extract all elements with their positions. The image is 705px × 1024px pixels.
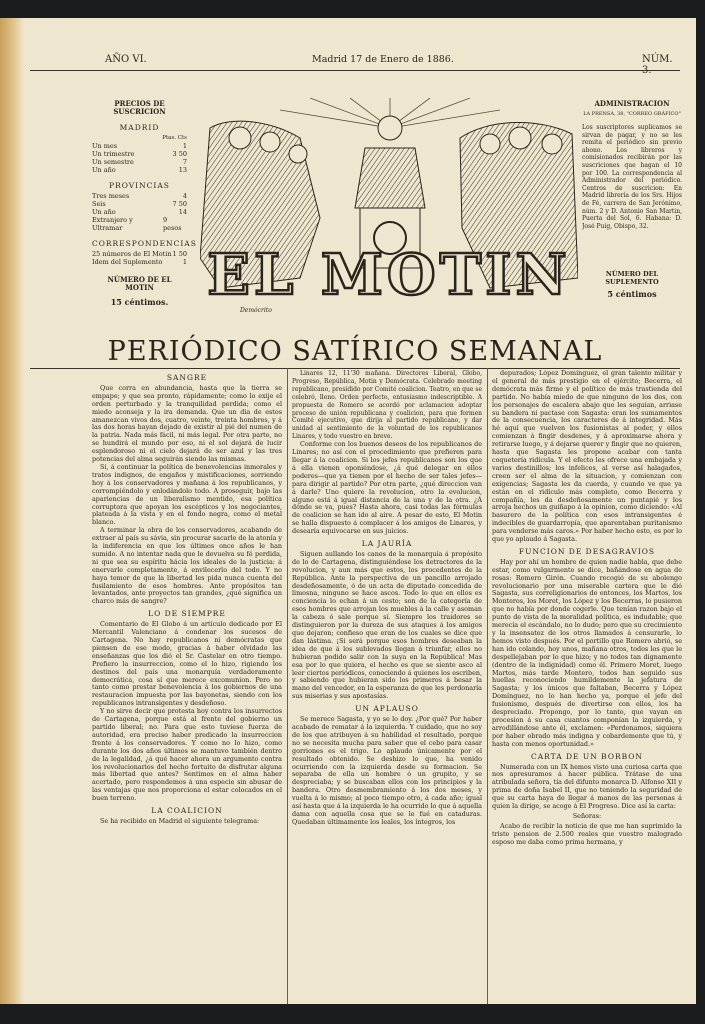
article-text: Acabo de recibir la noticia de que me han suprimido la triste pension de 2.500 reales que vuestro malogrado esposo me daba como prima hermana, y [492, 821, 682, 846]
rate-row [92, 142, 187, 150]
suplemento-price: 5 céntimos [607, 289, 657, 299]
column-3 [492, 370, 682, 1002]
article-text: Siguen aullando los canes de la monarquía á propósito de lo de Cartagena, distinguiéndose los detractores de la revolucion, y aun más que estos, los procedentes de la República. Ante la perspectiva de un pancillo arrojado desdeñosamente, ó de un acta de diputado concedida de limosna, ninguno se hace ascos. Todo lo que en ellos es conciencia lo echan á un cesto; son de la categoría de esos hombres que arrojan los muebles á la calle y asoman la cabeza ó sale porque sí. Siempre los traidores se distinguieron por la dureza de sus ataques á los amigos que dejaron; confieso que eran de los cuales se dice que dan lástima. ¡Si será porque esos hombres deseaban la idea de que á los sublevados llegan á triunfar, ellos no hubieran podido salir con la suya en la República! Mas esa por lo que quiera, el hecho es que se siente asco al leer ciertos periódicos, conociendo á quienes los escriben, y sabiendo que hubieran sido los primeros á besar la mano del vencedor, en la esperanza de que les perdonaría sus miserias y sus apostasías. [292, 549, 482, 701]
article-heading-aplauso: UN APLAUSO [355, 704, 419, 714]
subscription-box [92, 96, 197, 307]
newspaper-page [0, 18, 696, 1004]
article-text: Numerada con un IX hemos visto una curiosa carta que nos apresuramos á hacer pública. Trátase de una atribulada señora, tía del difunto monarca D. Alfonso XII y prima de doña Isabel II, que no teniendo la seguridad de que su carta haya de llegar á manos de las personas á quien la dirige, se acoge á El Progreso. Dice así la carta: [492, 762, 682, 811]
rate-price: 1 [182, 142, 187, 150]
numero-label: NÚMERO DE EL MOTIN [107, 275, 172, 292]
page-subtitle: PERIÓDICO SATÍRICO SEMANAL [107, 336, 603, 367]
column-divider [287, 368, 288, 1004]
page-spine [0, 18, 24, 1004]
article-text: Si, á continuar la política de benevolencias inmorales y tratos indignos, de engaños y mistificaciones, sorriendo hoy á los conservadores y mañana á los republicanos, y corrompiéndolo y enlodándolo todo. A proseguir, bajo las apariencias de un liberalismo mentido, esa política corruptora que apoyan los escépticos y los negociantes, plateada á la vista y en el fondo negra, como el metal blanco. [92, 462, 282, 527]
rate-row [92, 200, 187, 208]
numero-price: 15 céntimos. [110, 297, 169, 307]
article-heading-desagravios: FUNCION DE DESAGRAVIOS [518, 546, 656, 556]
column-1 [92, 370, 282, 1002]
top-rule [30, 70, 680, 71]
article-heading-carta-borbon: CARTA DE UN BORBON [530, 751, 643, 761]
telegram-text: Linares 12, 11'30 mañana. Directores Liberal, Globo, Progreso, República, Motin y Demócrata. Celebrado meeting republicano, presidido por Comité coalicion. Teatro, en que se celebró, lleno. Orden perfecto, entusiasmo indescriptible. A propuesta de Romero se acordó por aclamacion adoptar proceso de unión republicana y coalicion, para que formen Comité ejecutivo, que dirija al partido republicano, y dar unidad al sentimiento de la voluntad de los republicanos Linares, y todo vuestro en breve. [292, 370, 482, 441]
salutation: Señoras: [572, 811, 602, 820]
dateline [30, 54, 680, 76]
provincias-heading: PROVINCIAS [109, 181, 170, 190]
rate-price: 1 50 [172, 250, 187, 258]
rate-label: Un trimestre [92, 150, 135, 158]
administration-text: Los suscriptores suplicamos se sirvan de pagar, y no se les remita el periódico sin previo abono. Los libreros y comisionados recibirán por las suscriciones que hagan el 10 por 100. La correspondencia al Administrador del periódico. Centros de suscricion: En Madrid librería de los Srs. Hijos de Fé, carrera de San Jerónimo, núm. 2 y D. Antonio San Martin, Puerta del Sol, 6. Habana: D. José Puig, Obispo, 32. [582, 124, 682, 230]
article-text: Se ha recibido en Madrid el siguiente telegrama: [100, 816, 260, 825]
article-text: Y no sirve decir que protesta hoy contra los insurrectos de Cartagena, porque está al frente del gobierno un partido liberal; no. Para que esto tuviese fuerza de autoridad, era preciso haber predicado la insurreccion frente á los conservadores. Y como no lo hizo, como durante los dos años últimos se mantuvo también dentro de la legalidad, ¿á qué hacer ahora un argumento contra los revolucionarios del hecho fortuito de disfrutar alguna más libertad que antes? Sentimos en el alma haber acertado, pero respondemos á una especie sin abusar de las ventajas que nos proporciona el estar colocados en el buen terreno. [92, 707, 282, 803]
suplemento-label: NÚMERO DEL SUPLEMENTO [605, 270, 659, 286]
rate-row [92, 250, 187, 258]
rate-row [92, 258, 187, 266]
article-text: Hay por ahí un hombre de quien nadie habla, que debe estar, como vulgarmente se dice, bañándose en agua de rosas: Romero Girón. Cuando recogió de su abolengo revolucionario por una miserable cartera que le dió Sagasta, sus correligionarios de entonces, los Martos, los Monteros, los Moret, los López y los Becerras, lo pusieron que no había por donde cogerle. Que tenían razon bajo el punto de vista de la moralidad política, es indudable; que merecía el escándalo, no lo dudo; pero que su crecimiento y la insensatez de los otros llamados á censurarle, lo hemos visto después. Por el portillo que Romero abrió, se han ido colando, hoy unos, mañana otros, todos los que le despellejaban por lo que hizo; y no todos tan dignamente (dentro de la indignidad) como él. Primero Moret, luego Martos, más tarde Montero, todos han seguido sus huellas reconociendo humildemente la jefatura de Sagasta; y los únicos que faltaban, Becerra y López Domínguez, no lo han hecho ya, porque el jefe del fusionismo, después de divertirse con ellos, los ha despreciado. Propongo, por lo tanto, que vayan en procesion á su casa cuantos componían la izquierda, y arrodillándose ante él, exclamen: «Perdonamos, siquiera por haber obrado más indigna y cobardemente que tú, y hasta con menos oportunidad.» [492, 557, 682, 748]
masthead-illustration [200, 98, 578, 316]
article-text: Comentario de El Globo á un artículo dedicado por El Mercantil Valenciano á condenar los sucesos de Cartagena. No hay republicanos ni demócratas que piensen de ese modo, gracias á haber olvidado las enseñanzas que los dió el Sr. Castelar en otro tiempo. Prefiero la insurreccion, como el lo hizo, rigiendo los destinos del país una monarquía verdaderamente democrática, cosa sí que merece excomunion. Pero no tanto como prestar benevolencia á los gobiernos de una restauracion impuesta por las bayonetas, siendo con los republicanos intransigentes y desdeñoso. [92, 620, 282, 708]
masthead-artist: Demócrito [240, 307, 272, 314]
rate-row [92, 158, 187, 166]
article-text: Se merece Sagasta, y yo se lo doy. ¿Por qué? Por haber acabado de rematar á la izquierda. Y cuidado, que no soy de los que atribuyen á su habilidad el resultado, porque no se necesita mucha para saber que el cebo para casar gorriones es el trigo. Lo aplaudo únicamente por el resultado obtenido. Se deshizo lo que, ha venido ocurriendo con la izquierda desde su formacion. Se separaba de ella un hombre ó un grupito, y se despreciaba; y se buscaban ellos con los principios y la bandera. Otro desmembramiento á los dos meses, y vuelta á lo mismo; al poco tiempo otro, á cada año; igual así hasta que á la izquierda le ha ocurrido lo que á aquella dama con aquella cosa que se le fué en cataduras. Quedaban últimamente los leales, los íntegros, los [292, 715, 482, 826]
rate-price: 1 [182, 258, 187, 266]
rate-price: 3 50 [172, 150, 187, 158]
rate-label: Seis [92, 200, 106, 208]
article-text: depurados; López Domínguez, el gran talento militar y el general de más prestigio en el ejército; Becerra, el demócrata más firme y el político de más trastienda del partido. No había miedo de que ninguno de los dos, con los personajes de escalera abajo que les seguían, arriase su bandera ni pactase con Sagasta: eran los sumamentos de la consecuencia, los caracteres de á integridad. Más hé aquí que vuelven los fusionistas al poder, y ellos comienzan á fingir desdenes, y á aproximarse ahora y retirarse luego, y á dejarse querer y fingir que no quieren, hasta que Sagasta les propone acabar con tanta coquetería ridícula. Y el efecto les ofrece una embajada y varios destinillos; los infelices, al verse así halagados, creen ser el alma de la situacion, y comienzan con exigencias; Sagasta les da cuerda, y cuando ve que ya están en el ridículo más completo, como Becerra y compañía, les da desdeñosamente un puntapié y los arroja hechos un guiñapo á la opinion, como diciendo: «Al basurero de la política con esos intransigentes é indecibles de guardarropía, que aparentaban puritanismo para venderse más caros.» Por haber hecho esto, es por lo que yo aplaudo á Sagasta. [492, 370, 682, 544]
rate-price: 7 50 [172, 200, 187, 208]
administration-title: ADMINISTRACION [594, 99, 670, 108]
column-divider [487, 368, 488, 1004]
ptas-label: Ptas. Cts [162, 135, 187, 141]
correspondencias-heading: CORRESPONDENCIAS [92, 239, 197, 248]
article-text: Que corra en abundancia, hasta que la tierra se empape; y que sea pronto, rápidamente; como lo exije el orden perturbado y la tranquilidad perdida; como el miedo aconseja y la ira demanda. Que un dia de estos amanezcan vivos dos, cuatro, veinte, treinta hombres, y á las dos horas hayan dejado de existir al pié del numen de la patria. Nada más fácil, ni más legal. Por otra parte, no se hundirá el mundo por eso, ni el sol dejará de lucir esplendoroso ni el cielo dejará de ser azul y las tres potencias del alma seguirán siendo las mismas. [92, 383, 282, 464]
article-heading-lo-de-siempre: LO DE SIEMPRE [148, 609, 226, 619]
rate-label: Un mes [92, 142, 118, 150]
madrid-rates [92, 142, 187, 174]
rate-label: Tres meses [92, 192, 130, 200]
article-heading-coalicion: LA COALICION [151, 806, 223, 816]
correspondencias-rates [92, 250, 187, 266]
madrid-heading: MADRID [119, 123, 160, 132]
rate-row [92, 166, 187, 174]
rate-label: Un año [92, 208, 116, 216]
date-label: Madrid 17 de Enero de 1886. [312, 54, 454, 65]
rate-label: Un año [92, 166, 116, 174]
rate-row [92, 192, 187, 200]
rate-price: 13 [178, 166, 187, 174]
rate-row [92, 216, 187, 232]
article-heading-jauria: LA JAURÍA [361, 539, 413, 549]
provincias-rates [92, 192, 187, 232]
administration-box [582, 96, 682, 298]
rate-price: 4 [182, 192, 187, 200]
rate-label: 25 números de El Motin [92, 250, 172, 258]
article-text: A terminar la obra de los conservadores, acabando de extraer al país su sávia, sin procurar sacarle de la atonía y la indiferencia en que los últimos once años le han sumido. A no intentar nada que le devuelva su fé perdida, ni que sea su espíritu hácia los ideales de la justicia: á enervarle completamente, á envilecerlo del todo. Y no haya temor de que la libertad les pida nunca cuenta del fusilamiento de esos hombres. Ante propósitos tan levantados, ante proyectos tan grandes, ¿qué significa un charco más de sangre? [92, 526, 282, 606]
rate-row [92, 150, 187, 158]
rate-row [92, 208, 187, 216]
rate-label: Un semestre [92, 158, 134, 166]
subscription-title: PRECIOS DE SUSCRICION [113, 99, 166, 116]
column-2 [292, 370, 482, 1002]
rate-price: 9 pesos [162, 216, 182, 232]
article-text: Conforme con los buenos deseos de los republicanos de Linares; no así con el procedimiento que prefieren para llegar á la coalicion. Si los jefes republicanos son los que á ella vienen oponiéndose, ¿á qué delegar en ellos poderes—que ya tienen por el hecho de ser tales jefes—para dirigir al partido? Por otra parte, ¿qué direccion van á darle? Uno quiere la revolucion, otro la evolucion, alguno está á igual distancia de la una y de la otra. ¿Á dónde se va, pues? Hasta ahora, casi todas las fórmulas de coalicion se han ido al aire. A pesar de esto, El Motin se halla dispuesto á complacer á los amigos de Linares, y desearía equivocarse en sus juicios. [292, 440, 482, 536]
rate-price: 7 [182, 158, 187, 166]
subtitle-rule [30, 368, 680, 369]
rate-label: Extranjero y Ultramar [92, 216, 133, 232]
year-label: AÑO VI. [105, 54, 147, 65]
issue-number: NÚM. 3. [642, 54, 673, 76]
administration-address: LA PRENSA, 38, "CORREO GRÁFICO" [583, 111, 681, 117]
masthead-title: EL MOTIN [207, 242, 571, 308]
rate-price: 14 [178, 208, 187, 216]
rate-label: Idem del Suplemento [92, 258, 163, 266]
article-heading-sangre: SANGRE [166, 373, 208, 382]
